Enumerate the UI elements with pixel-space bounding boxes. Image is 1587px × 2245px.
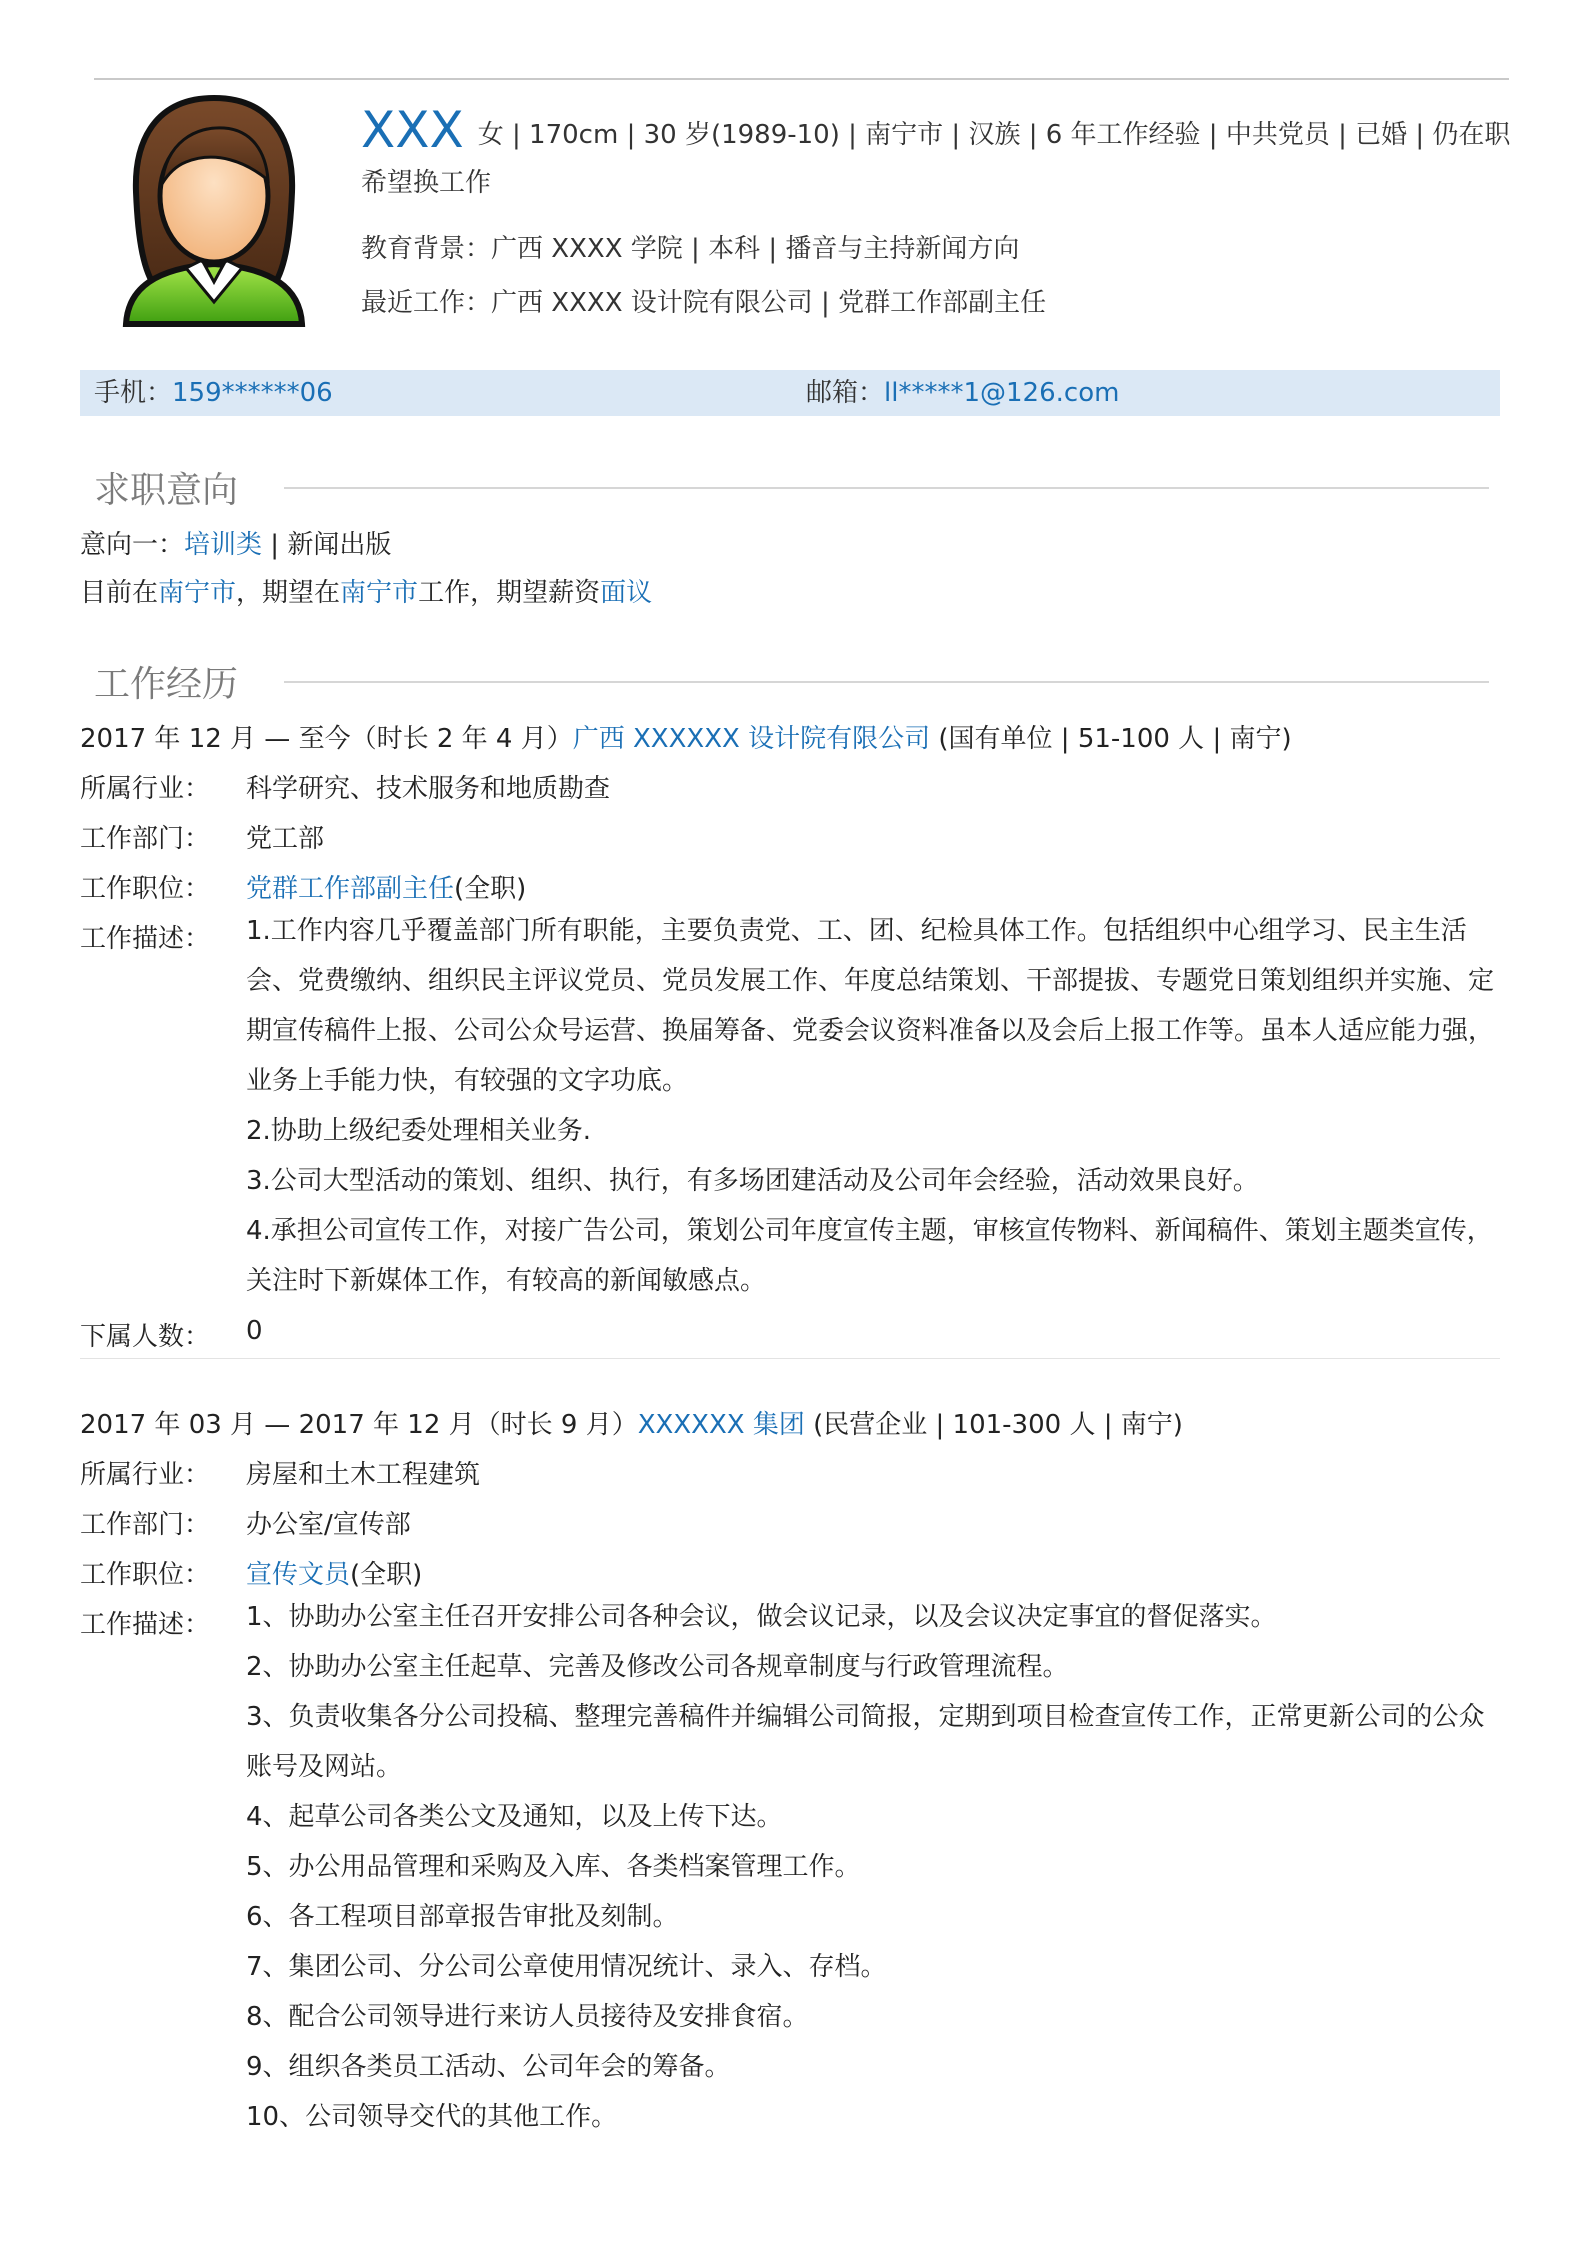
desc-item: 7、集团公司、分公司公章使用情况统计、录入、存档。 — [246, 1952, 887, 1982]
job-company[interactable]: 广西 XXXXXX 设计院有限公司 — [572, 724, 931, 754]
contact-bar — [80, 370, 1500, 416]
education-line: 教育背景：广西 XXXX 学院 | 本科 | 播音与主持新闻方向 — [361, 234, 1020, 264]
desc-item: 1、协助办公室主任召开安排公司各种会议，做会议记录，以及会议决定事宜的督促落实。 — [246, 1602, 1277, 1632]
intention-line-2 — [80, 572, 652, 609]
job-1-subordinates-label: 下属人数： — [80, 1322, 211, 1352]
text: ，期望在 — [236, 578, 341, 608]
job-company[interactable]: XXXXXX 集团 — [637, 1410, 805, 1440]
job-2-dept: 办公室/宣传部 — [246, 1510, 411, 1540]
job-position-title[interactable]: 党群工作部副主任 — [246, 874, 455, 904]
job-1-position-label: 工作职位： — [80, 874, 211, 904]
job-1-industry-label: 所属行业： — [80, 774, 211, 804]
job-2-industry: 房屋和土木工程建筑 — [246, 1460, 481, 1490]
intention-rest: | 新闻出版 — [262, 530, 392, 560]
job-1-position — [246, 868, 526, 905]
job-2-desc-label: 工作描述： — [80, 1610, 211, 1640]
phone-label: 手机： — [94, 378, 173, 408]
expected-city[interactable]: 南宁市 — [340, 578, 419, 608]
desc-item: 4.承担公司宣传工作，对接广告公司，策划公司年度宣传主题，审核宣传物料、新闻稿件、策划主题类宣传，关注时下新媒体工作，有较高的新闻敏感点。 — [246, 1216, 1493, 1296]
desc-item: 4、起草公司各类公文及通知，以及上传下达。 — [246, 1802, 783, 1832]
job-company-info: (民营企业 | 101-300 人 | 南宁) — [804, 1410, 1183, 1440]
section-title-work: 工作经历 — [94, 664, 239, 705]
job-1-industry: 科学研究、技术服务和地质勘查 — [246, 774, 611, 804]
desc-item: 9、组织各类员工活动、公司年会的筹备。 — [246, 2052, 731, 2082]
text: 目前在 — [80, 578, 159, 608]
desc-item: 3.公司大型活动的策划、组织、执行，有多场团建活动及公司年会经验，活动效果良好。 — [246, 1166, 1259, 1196]
section-rule — [284, 681, 1489, 683]
job-1-description — [246, 906, 1501, 1306]
intention-line-1 — [80, 524, 391, 561]
job-1-header — [80, 718, 1292, 755]
desc-item: 2、协助办公室主任起草、完善及修改公司各规章制度与行政管理流程。 — [246, 1652, 1069, 1682]
text: 工作，期望薪资 — [418, 578, 601, 608]
job-company-info: (国有单位 | 51-100 人 | 南宁) — [930, 724, 1292, 754]
job-1-subordinates: 0 — [246, 1316, 263, 1346]
job-1-dept: 党工部 — [246, 824, 325, 854]
top-rule — [94, 78, 1509, 80]
current-city[interactable]: 南宁市 — [158, 578, 237, 608]
job-2-position-label: 工作职位： — [80, 1560, 211, 1590]
intention-prefix: 意向一： — [80, 530, 185, 560]
desc-item: 2.协助上级纪委处理相关业务. — [246, 1116, 592, 1146]
job-2-header — [80, 1404, 1183, 1441]
job-position-title[interactable]: 宣传文员 — [246, 1560, 351, 1590]
desc-item: 8、配合公司领导进行来访人员接待及安排食宿。 — [246, 2002, 809, 2032]
expected-salary[interactable]: 面议 — [600, 578, 653, 608]
job-position-type: (全职) — [454, 874, 527, 904]
job-2-industry-label: 所属行业： — [80, 1460, 211, 1490]
avatar — [116, 92, 312, 330]
desc-item: 5、办公用品管理和采购及入库、各类档案管理工作。 — [246, 1852, 861, 1882]
intention-category[interactable]: 培训类 — [184, 530, 263, 560]
job-2-dept-label: 工作部门： — [80, 1510, 211, 1540]
profile-summary — [361, 101, 1511, 207]
email-value[interactable]: ll*****1@126.com — [884, 378, 1120, 408]
candidate-name: XXX — [361, 101, 464, 159]
job-position-type: (全职) — [350, 1560, 423, 1590]
job-1-dept-label: 工作部门： — [80, 824, 211, 854]
section-title-intention: 求职意向 — [94, 470, 239, 511]
job-divider — [80, 1358, 1500, 1359]
desc-item: 1.工作内容几乎覆盖部门所有职能，主要负责党、工、团、纪检具体工作。包括组织中心组学习、民主生活会、党费缴纳、组织民主评议党员、党员发展工作、年度总结策划、干部提拔、专题党日策划组织并实施、定期宣传稿件上报、公司公众号运营、换届筹备、党委会议资料准备以及会后上报工作等。虽本人适应能力强，业务上手能力快，有较强的文字功底。 — [246, 916, 1495, 1096]
job-2-description — [246, 1592, 1501, 2142]
phone — [94, 370, 333, 416]
job-2-position — [246, 1554, 422, 1591]
email — [806, 370, 1119, 416]
job-period: 2017 年 12 月 — 至今（时长 2 年 4 月） — [80, 724, 573, 754]
summary-text: 女 | 170cm | 30 岁(1989-10) | 南宁市 | 汉族 | 6 年工作经验 | 中共党员 | 已婚 | 仍在职希望换工作 — [361, 120, 1511, 198]
job-1-desc-label: 工作描述： — [80, 924, 211, 954]
recent-job-line: 最近工作：广西 XXXX 设计院有限公司 | 党群工作部副主任 — [361, 288, 1047, 318]
phone-value[interactable]: 159******06 — [172, 378, 333, 408]
section-rule — [284, 487, 1489, 489]
email-label: 邮箱： — [806, 378, 885, 408]
desc-item: 3、负责收集各分公司投稿、整理完善稿件并编辑公司简报，定期到项目检查宣传工作，正常更新公司的公众账号及网站。 — [246, 1702, 1485, 1782]
desc-item: 6、各工程项目部章报告审批及刻制。 — [246, 1902, 679, 1932]
desc-item: 10、公司领导交代的其他工作。 — [246, 2102, 618, 2132]
job-period: 2017 年 03 月 — 2017 年 12 月（时长 9 月） — [80, 1410, 638, 1440]
